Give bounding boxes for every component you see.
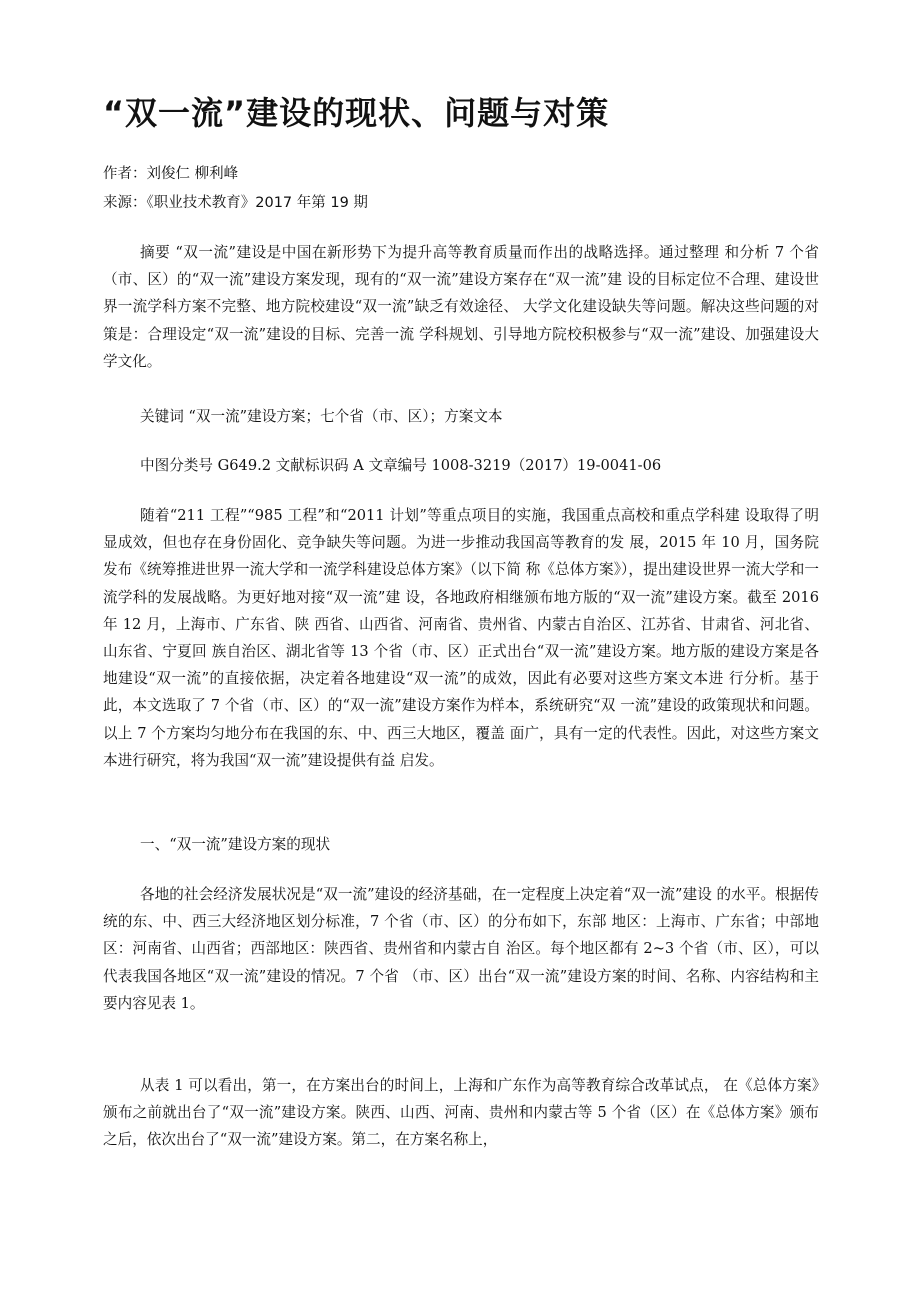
intro-paragraph: 随着“211 工程”“985 工程”和“2011 计划”等重点项目的实施，我国重点高校和重点学科建 设取得了明显成效，但也存在身份固化、竞争缺失等问题。为进一步推动我国高等教育的发 展，2015 年 10 月，国务院发布《统筹推进世界一流大学和一流学科建设总体方案》（以下简 称《总体方案》），提出建设世界一流大学和一流学科的发展战略。为更好地对接“双一流”建 设，各地政府相继颁布地方版的“双一流”建设方案。截至 2016 年 12 月，上海市、广东省、陕 西省、山西省、河南省、贵州省、内蒙古自治区、江苏省、甘肃省、河北省、山东省、宁夏回 族自治区、湖北省等 13 个省（市、区）正式出台“双一流”建设方案。地方版的建设方案是各 地建设“双一流”的直接依据，决定着各地建设“双一流”的成效，因此有必要对这些方案文本进 行分析。基于此，本文选取了 7 个省（市、区）的“双一流”建设方案作为样本，系统研究“双 一流”建设的政策现状和问题。以上 7 个方案均匀地分布在我国的东、中、西三大地区，覆盖 面广，具有一定的代表性。因此，对这些方案文本进行研究，将为我国“双一流”建设提供有益 启发。 bbox=[103, 507, 819, 769]
abstract-paragraph: 摘要 “双一流”建设是中国在新形势下为提升高等教育质量而作出的战略选择。通过整理 和分析 7 个省（市、区）的“双一流”建设方案发现，现有的“双一流”建设方案存在“双一流”建 设的目标定位不合理、建设世界一流学科方案不完整、地方院校建设“双一流”缺乏有效途径、 大学文化建设缺失等问题。解决这些问题的对策是：合理设定“双一流”建设的目标、完善一流 学科规划、引导地方院校积极参与“双一流”建设、加强建设大学文化。 bbox=[103, 244, 819, 370]
section-heading: 一、“双一流”建设方案的现状 bbox=[140, 836, 331, 853]
source-line: 来源：《职业技术教育》2017 年第 19 期 bbox=[103, 195, 368, 211]
body-paragraph: 从表 1 可以看出，第一，在方案出台的时间上，上海和广东作为高等教育综合改革试点， 在《总体方案》颁布之前就出台了“双一流”建设方案。陕西、山西、河南、贵州和内蒙古等 5 个省（区）在《总体方案》颁布之后，依次出台了“双一流”建设方案。第二，在方案名称上， bbox=[103, 1077, 819, 1149]
classification-line: 中图分类号 G649.2 文献标识码 A 文章编号 1008-3219（2017）19-0041-06 bbox=[140, 457, 662, 474]
keywords-line: 关键词 “双一流”建设方案；七个省（市、区）；方案文本 bbox=[140, 408, 503, 425]
article-title: “双一流”建设的现状、问题与对策 bbox=[103, 94, 610, 132]
author-line: 作者：刘俊仁 柳利峰 bbox=[103, 166, 239, 182]
body-paragraph: 各地的社会经济发展状况是“双一流”建设的经济基础，在一定程度上决定着“双一流”建设 的水平。根据传统的东、中、西三大经济地区划分标准，7 个省（市、区）的分布如下，东部 地区：上海市、广东省；中部地区：河南省、山西省；西部地区：陕西省、贵州省和内蒙古自 治区。每个地区都有 2~3 个省（市、区），可以代表我国各地区“双一流”建设的情况。7 个省 （市、区）出台“双一流”建设方案的时间、名称、内容结构和主要内容见表 1。 bbox=[103, 886, 819, 1012]
